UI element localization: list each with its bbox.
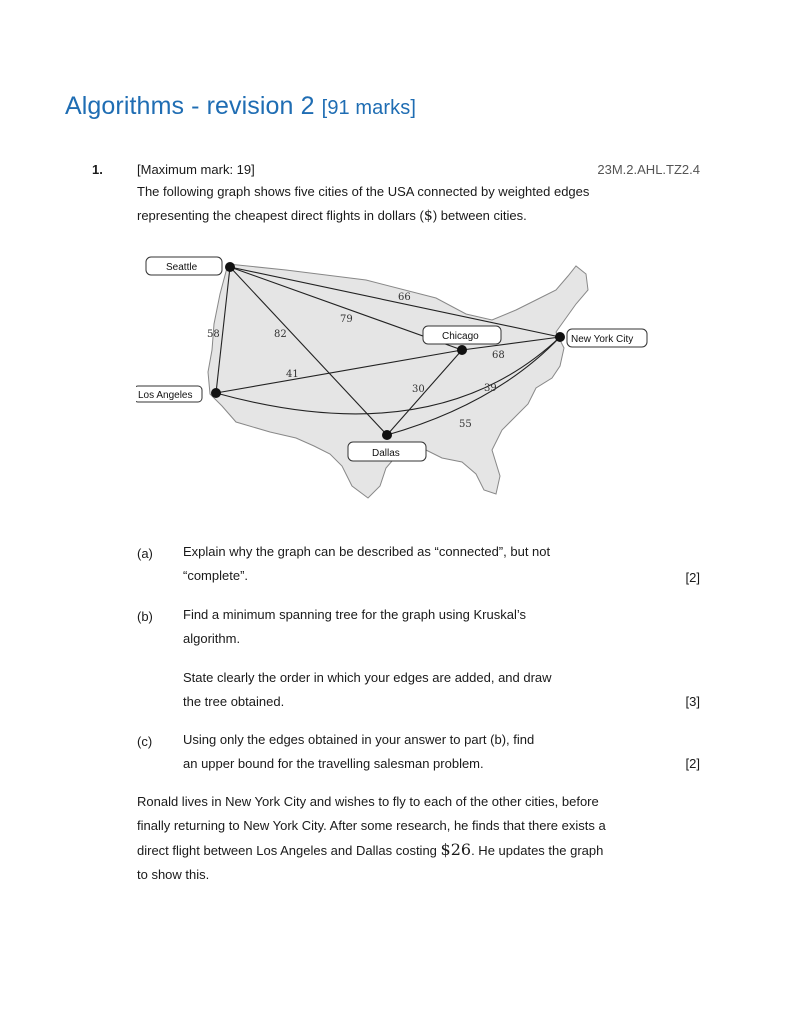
intro-line-2 [137, 204, 589, 228]
closing-line-3-end: . He updates the graph [471, 843, 604, 858]
node-chicago [457, 345, 467, 355]
intro-line-2-end: ) between cities. [432, 208, 527, 223]
flight-cost: $26 [440, 840, 472, 859]
part-b-line-3: State clearly the order in which your edges are added, and draw [183, 670, 552, 685]
label-seattle: Seattle [166, 262, 198, 273]
closing-paragraph [137, 790, 606, 887]
title-text: Algorithms - revision 2 [65, 92, 315, 120]
part-a-line-1: Explain why the graph can be described as “connected”, but not [183, 544, 551, 559]
part-b-marks: [3] [685, 694, 700, 709]
closing-line-3-start: direct flight between Los Angeles and Dallas costing [137, 843, 441, 858]
label-losangeles: Los Angeles [138, 390, 193, 401]
part-c-line-1: Using only the edges obtained in your answer to part (b), find [183, 732, 535, 747]
part-b-line-2: algorithm. [183, 631, 241, 646]
part-a-line-2: “complete”. [183, 568, 249, 583]
label-dallas: Dallas [372, 448, 400, 459]
closing-line-3 [137, 838, 606, 863]
label-newyork: New York City [571, 334, 634, 345]
label-chicago: Chicago [442, 331, 479, 342]
weight-chicago-newyork: 68 [492, 350, 505, 361]
weight-seattle-dallas: 82 [274, 329, 287, 340]
part-c-text [183, 728, 643, 776]
part-b-line-1: Find a minimum spanning tree for the graph using Kruskal’s [183, 607, 526, 622]
part-b-line-4: the tree obtained. [183, 694, 285, 709]
part-b-label: (b) [137, 609, 153, 624]
part-c-line-2: an upper bound for the travelling salesman problem. [183, 756, 484, 771]
page-title [65, 92, 416, 121]
part-b-text-2 [183, 666, 643, 714]
weight-dallas-newyork: 39 [484, 383, 497, 394]
part-c-label: (c) [137, 734, 153, 749]
weight-losangeles-chicago: 41 [286, 369, 299, 380]
part-a-marks: [2] [685, 570, 700, 585]
total-marks: [91 marks] [321, 97, 417, 119]
node-losangeles [211, 388, 221, 398]
question-code: 23M.2.AHL.TZ2.4 [597, 162, 700, 177]
weight-seattle-losangeles: 58 [207, 329, 220, 340]
node-newyork [555, 332, 565, 342]
weight-chicago-dallas: 30 [412, 384, 425, 395]
intro-line-2-start: representing the cheapest direct flights in dollars ( [137, 208, 424, 223]
closing-line-4: to show this. [137, 867, 210, 882]
intro-text [137, 180, 589, 228]
max-mark: [Maximum mark: 19] [137, 162, 255, 177]
weight-seattle-newyork: 66 [398, 292, 411, 303]
weight-losangeles-newyork: 55 [459, 419, 472, 430]
dollar-symbol: $ [423, 208, 433, 224]
intro-line-1: The following graph shows five cities of the USA connected by weighted edges [137, 184, 590, 199]
closing-line-2: finally returning to New York City. After some research, he finds that there exists a [137, 818, 606, 833]
part-a-text [183, 540, 643, 588]
part-c-marks: [2] [685, 756, 700, 771]
usa-flight-graph [136, 254, 656, 504]
closing-line-1: Ronald lives in New York City and wishes to fly to each of the other cities, before [137, 794, 599, 809]
part-b-text [183, 603, 643, 651]
weight-seattle-chicago: 79 [340, 314, 353, 325]
node-dallas [382, 430, 392, 440]
node-seattle [225, 262, 235, 272]
part-a-label: (a) [137, 546, 153, 561]
question-number: 1. [92, 162, 103, 177]
